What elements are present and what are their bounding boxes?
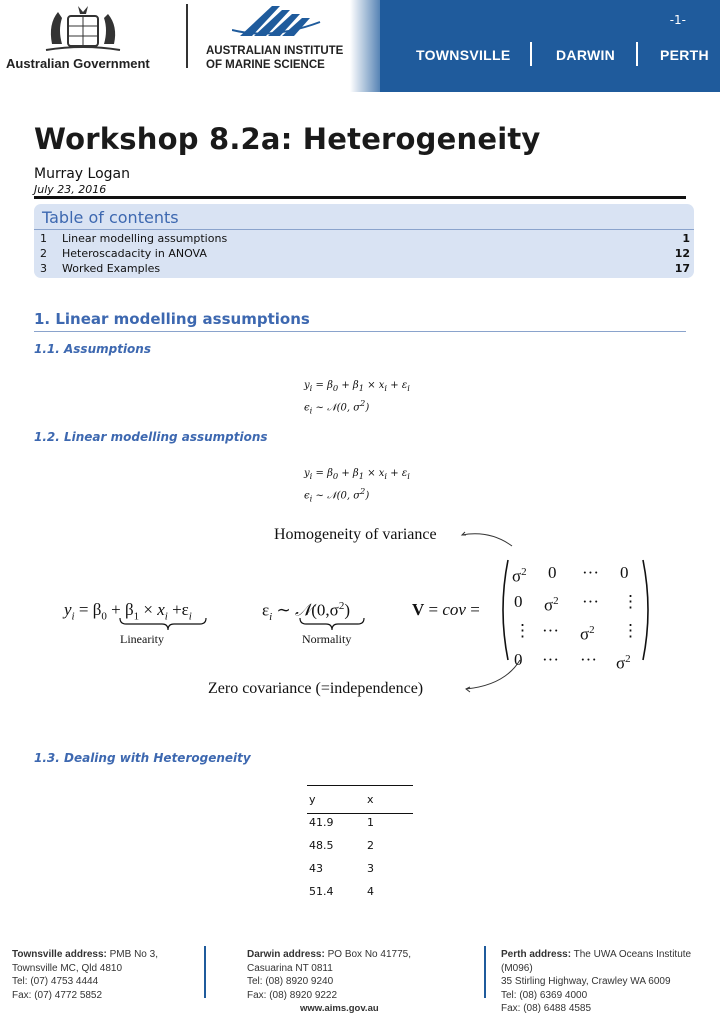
toc-title: Table of contents (42, 208, 179, 227)
table-cell: 48.5 (309, 839, 334, 852)
toc-item-label: Linear modelling assumptions (62, 232, 228, 245)
table-cell: 2 (367, 839, 374, 852)
toc-item-number: 1 (40, 232, 47, 245)
footer-line: Townsville MC, Qld 4810 (12, 962, 123, 974)
subsection-assumptions: 1.1. Assumptions (34, 342, 151, 356)
toc-item-page: 1 (682, 232, 690, 245)
government-name: Australian Government (6, 56, 150, 71)
footer-perth (501, 948, 720, 1016)
table-cell: 41.9 (309, 816, 334, 829)
zero-covariance-label: Zero covariance (=independence) (208, 680, 424, 697)
author: Murray Logan (34, 166, 130, 182)
table-header-rule (307, 813, 413, 814)
footer-line: Tel: (08) 6369 4000 (501, 989, 588, 1001)
equation-linear-model: $y_i = \beta_0 + \beta_1 \times x_i + \varepsilon_i$ (304, 468, 410, 481)
homogeneity-label: Homogeneity of variance (274, 526, 437, 543)
date: July 23, 2016 (34, 183, 107, 196)
footer-line: 35 Stirling Highway, Crawley WA 6009 (501, 976, 671, 987)
footer-line: Tel: (07) 4753 4444 (12, 976, 99, 987)
coat-of-arms-logo (38, 4, 128, 56)
linear-model-equation: $y_i = \beta_0 + \beta_1 \times x_i +\varepsilon_i$ (64, 600, 192, 623)
footer-label: Darwin address: (247, 949, 325, 960)
section-rule (34, 331, 686, 332)
institute-name (206, 44, 343, 72)
equation-error-dist: $\epsilon_i$ ∼ 𝒩(0, $\sigma^2$) (304, 486, 370, 504)
table-cell: 51.4 (309, 885, 334, 898)
toc-item-number: 3 (40, 262, 47, 275)
table-top-rule (307, 785, 413, 786)
table-header-row (309, 788, 413, 811)
toc-divider (34, 229, 694, 230)
table-row (309, 834, 413, 857)
footer-line: Fax: (07) 4772 5852 (12, 989, 103, 1001)
footer-line: Casuarina NT 0811 (247, 962, 333, 974)
footer-label: Townsville address: (12, 949, 107, 960)
linearity-label: Linearity (120, 632, 164, 646)
title-rule (34, 196, 686, 199)
institute-line2: OF MARINE SCIENCE (206, 59, 325, 71)
footer-website-link[interactable]: www.aims.gov.au (300, 1003, 379, 1014)
matrix-left-paren (503, 560, 508, 660)
table-row (309, 880, 413, 903)
table-cell: 43 (309, 862, 323, 875)
footer-darwin (247, 948, 411, 1002)
nav-townsville[interactable]: TOWNSVILLE (416, 47, 511, 63)
footer-divider (484, 946, 486, 998)
table-header-y: y (309, 793, 316, 806)
data-table (309, 788, 413, 903)
header (0, 0, 720, 92)
table-row (309, 811, 413, 834)
normality-equation: $\varepsilon_i$ ∼ $𝒩(0,\sigma^2)$ (262, 600, 350, 624)
equation-linear-model: $y_i = \beta_0 + \beta_1 \times x_i + \varepsilon_i$ (304, 380, 410, 393)
table-cell: 1 (367, 816, 374, 829)
footer-line: Tel: (08) 8920 9240 (247, 976, 334, 987)
footer-line: The UWA Oceans Institute (M096) (501, 949, 692, 974)
subsection-heterogeneity: 1.3. Dealing with Heterogeneity (34, 751, 251, 765)
covariance-equation: V = cov = (412, 600, 480, 619)
header-divider (186, 4, 188, 68)
table-header-x: x (367, 793, 374, 806)
toc-item-number: 2 (40, 247, 47, 260)
table-cell: 4 (367, 885, 374, 898)
footer-label: Perth address: (501, 949, 572, 960)
subsection-linear-assumptions: 1.2. Linear modelling assumptions (34, 430, 268, 444)
table-of-contents (34, 204, 694, 278)
covariance-matrix: $\sigma^2$ 0 ··· 0 0 $\sigma^2$ ··· ⋮ ⋮ ··· $\sigma^2$ ⋮ 0 ··· ··· $\sigma^2$ (512, 563, 639, 673)
footer-line: PMB No 3, (109, 949, 158, 960)
toc-item-label: Worked Examples (62, 262, 161, 275)
assumptions-diagram (0, 520, 720, 710)
footer-line: Fax: (08) 8920 9222 (247, 989, 338, 1001)
equation-error-dist: $\epsilon_i$ ∼ 𝒩(0, $\sigma^2$) (304, 398, 370, 416)
nav-perth[interactable]: PERTH (660, 47, 709, 63)
arrow-homogeneity (462, 534, 512, 546)
page-title: Workshop 8.2a: Heterogeneity (34, 122, 541, 156)
footer-line: PO Box No 41775, (327, 949, 411, 960)
nav-separator (636, 42, 638, 66)
nav-separator (530, 42, 532, 66)
footer-townsville (12, 948, 158, 1002)
table-cell: 3 (367, 862, 374, 875)
normality-label: Normality (302, 632, 352, 646)
aims-logo (232, 2, 322, 40)
toc-item-page: 17 (674, 262, 690, 275)
table-row (309, 857, 413, 880)
institute-line1: AUSTRALIAN INSTITUTE (206, 45, 344, 57)
toc-item-label: Heteroscadacity in ANOVA (62, 247, 207, 260)
toc-item-page: 12 (674, 247, 690, 260)
section-heading: 1. Linear modelling assumptions (34, 310, 310, 328)
page-number: -1- (669, 13, 686, 27)
matrix-right-paren (643, 560, 648, 660)
footer-divider (204, 946, 206, 998)
footer-line: Fax: (08) 6488 4585 (501, 1003, 592, 1014)
nav-darwin[interactable]: DARWIN (556, 47, 616, 63)
